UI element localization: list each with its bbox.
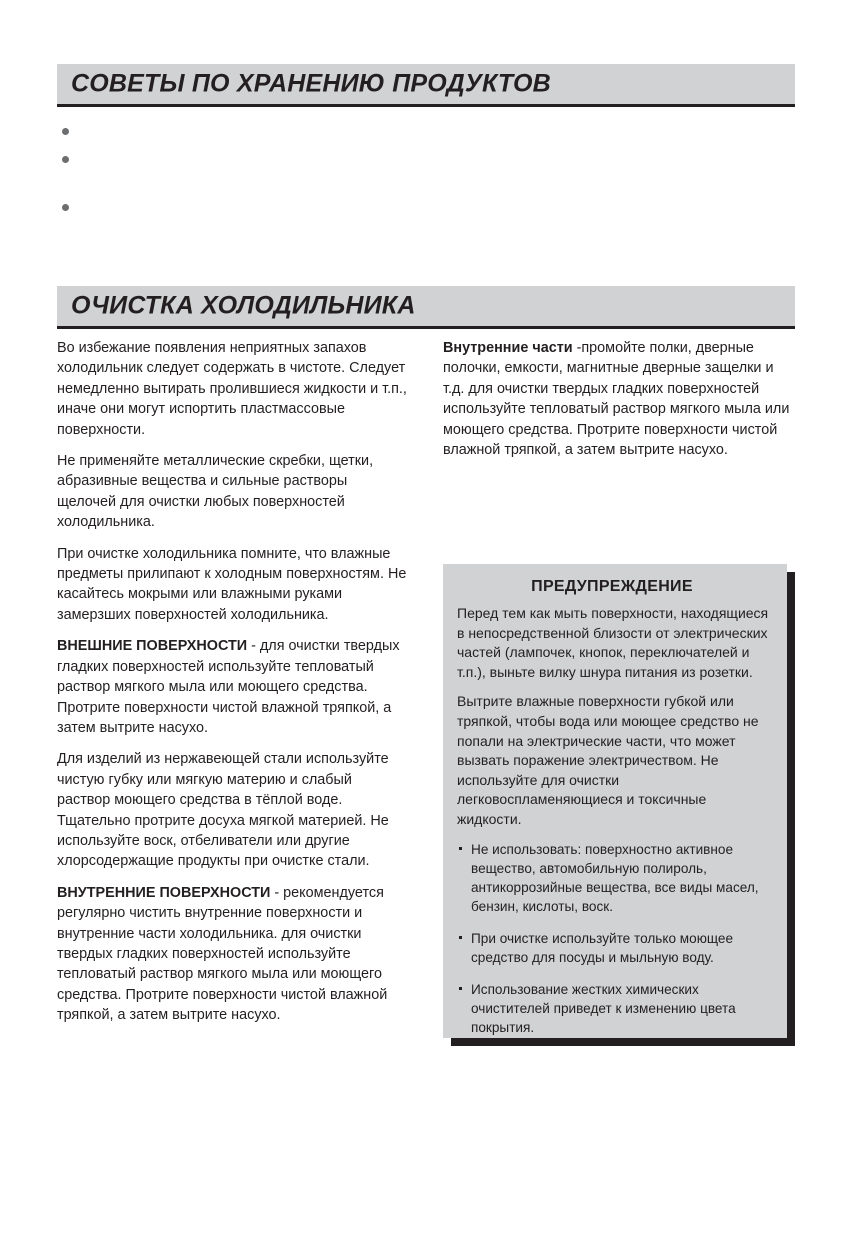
paragraph-text: - рекомендуется регулярно чистить внутренние поверхности и внутренние части холодильника. для очистки твердых гладких поверхностей используйте тепловатый раствор мягкого мыла или моющего средства. Протрите поверхности чистой влажной тряпкой, а затем вытрите насухо. (57, 884, 388, 1024)
bullet-point-icon (62, 204, 69, 211)
paragraph-text: Для изделий из нержавеющей стали используйте чистую губку или мягкую материю и слабый раствор моющего средства в тёплой воде. Тщательно протрите досуха мягкой материей. Не используйте воск, отбеливатели или другие хлорсодержащие продукты при очистке стали. (57, 751, 389, 870)
paragraph (57, 451, 409, 533)
warning-paragraph: Вытрите влажные поверхности губкой или тряпкой, чтобы вода или моющее средство не попали на электрические части, что может вызвать поражение электричеством. Не используйте для очистки легковоспламеняющиеся и токсичные жидкости. (457, 693, 759, 827)
warning-list-item (457, 840, 771, 916)
section-heading-refrigerator-cleaning (57, 286, 795, 329)
paragraph-text: - для очистки твердых гладких поверхностей используйте тепловатый раствор мягкого мыла или моющего средства. Протрите поверхности чистой влажной тряпкой, а затем вытрите насухо. (57, 638, 400, 736)
paragraph-text: При очистке холодильника помните, что влажные предметы прилипают к холодным поверхностям. Не касайтесь мокрыми или влажными руками замерзших поверхностей холодильника. (57, 545, 407, 623)
bullet-point-icon (459, 936, 462, 939)
bullet-point-icon (459, 987, 462, 990)
warning-title: ПРЕДУПРЕЖДЕНИЕ (531, 578, 693, 595)
paragraph-interior-parts (443, 338, 795, 460)
paragraph (57, 544, 409, 626)
section-heading-storage-tips (57, 64, 795, 107)
paragraph-lead-in: ВНЕШНИЕ ПОВЕРХНОСТИ (57, 638, 248, 655)
bullet-point-icon (62, 156, 69, 163)
warning-list-item (457, 929, 771, 967)
paragraph (57, 338, 409, 440)
paragraph-lead-in: Внутренние части (443, 340, 573, 356)
paragraph-text: -промойте полки, дверные полочки, емкости, магнитные дверные защелки и т.д. для очистки твердых гладких поверхностей используйте тепловатый раствор мягкого мыла или моющего средства. Протрите поверхности чистой влажной тряпкой, а затем вытрите насухо. (443, 340, 790, 459)
paragraph-exterior-surfaces (57, 636, 409, 738)
left-text-column (57, 338, 409, 1026)
section-title-text: ОЧИСТКА ХОЛОДИЛЬНИКА (71, 291, 416, 320)
bullet-point-icon (459, 847, 462, 850)
warning-list-item-text: При очистке используйте только моющее средство для посуды и мыльную воду. (471, 930, 734, 965)
paragraph (57, 749, 409, 871)
warning-callout (443, 564, 795, 1046)
warning-list-item (457, 980, 771, 1037)
paragraph-text: Во избежание появления неприятных запахов холодильник следует содержать в чистоте. Следует немедленно вытирать пролившиеся жидкости и т.п., иначе они могут испортить пластмассовые поверхности. (57, 340, 407, 438)
section-title-text: СОВЕТЫ ПО ХРАНЕНИЮ ПРОДУКТОВ (71, 69, 551, 98)
right-text-column (443, 338, 795, 460)
paragraph-text: Не применяйте металлические скребки, щетки, абразивные вещества и сильные растворы щелочей для очистки любых поверхностей холодильника. (57, 453, 374, 531)
paragraph-interior-surfaces (57, 883, 409, 1026)
paragraph-lead-in: ВНУТРЕННИЕ ПОВЕРХНОСТИ (57, 884, 271, 901)
warning-list-item-text: Не использовать: поверхностно активное вещество, автомобильную полироль, антикоррозийные вещества, все виды масел, бензин, кислоты, воск. (471, 841, 759, 914)
warning-list-item-text: Использование жестких химических очистителей приведет к изменению цвета покрытия. (471, 981, 736, 1035)
warning-bullet-list (457, 840, 771, 1037)
warning-box (443, 564, 787, 1038)
warning-paragraph: Перед тем как мыть поверхности, находящиеся в непосредственной близости от электрических частей (лампочек, кнопок, переключателей и т.п.), выньте вилку шнура питания из розетки. (457, 605, 769, 680)
bullet-point-icon (62, 128, 69, 135)
